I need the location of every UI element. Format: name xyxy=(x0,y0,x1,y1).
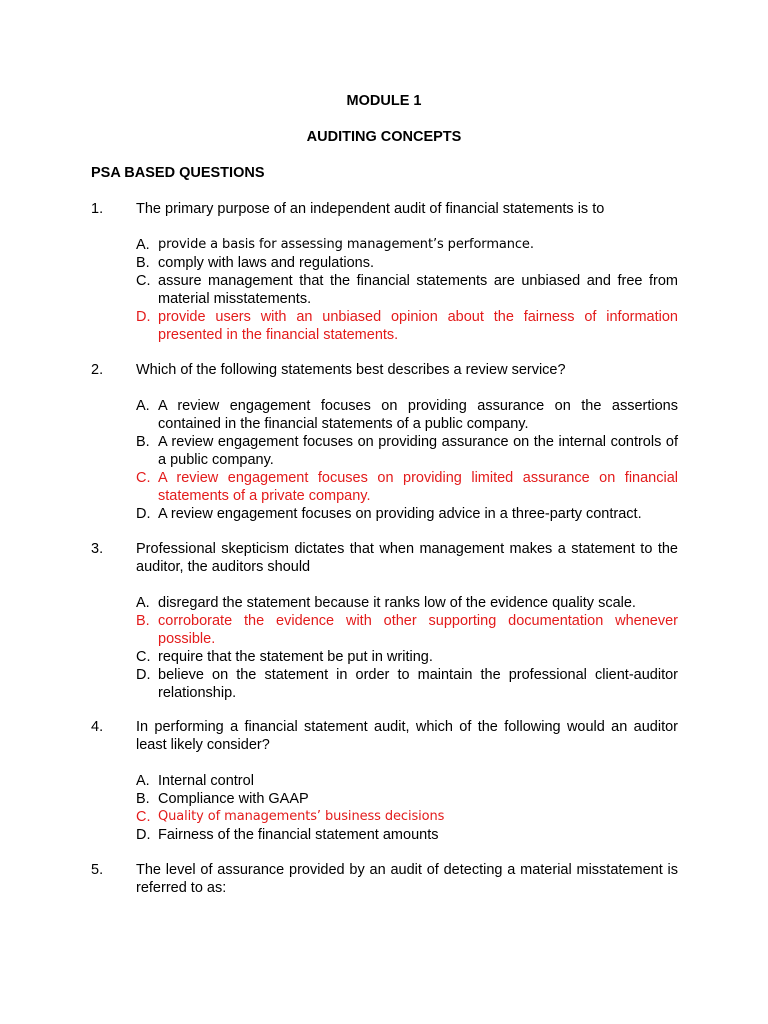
question-number: 2. xyxy=(91,362,104,378)
option-letter: C. xyxy=(136,470,151,486)
option-letter: B. xyxy=(136,791,150,807)
option-letter: B. xyxy=(136,434,150,450)
option-text: Fairness of the financial statement amounts xyxy=(158,827,439,843)
option-a xyxy=(136,236,678,254)
option-d-answer xyxy=(136,308,678,344)
option-b xyxy=(136,433,678,469)
option-letter: B. xyxy=(136,255,150,271)
option-d xyxy=(136,666,678,702)
question-2 xyxy=(91,361,678,523)
option-letter: C. xyxy=(136,649,151,665)
option-c-answer xyxy=(136,469,678,505)
option-letter: A. xyxy=(136,237,150,253)
option-list xyxy=(136,236,678,344)
option-c xyxy=(136,648,678,666)
question-number: 5. xyxy=(91,862,104,878)
option-letter: A. xyxy=(136,773,150,789)
option-letter: D. xyxy=(136,827,151,843)
question-text: Which of the following statements best describes a review service? xyxy=(136,362,566,378)
question-text: The level of assurance provided by an audit of detecting a material misstatement is referred to as: xyxy=(136,862,678,896)
option-d xyxy=(136,826,678,844)
option-text: believe on the statement in order to maintain the professional client-auditor relationship. xyxy=(158,667,678,701)
option-text: A review engagement focuses on providing limited assurance on financial statements of a private company. xyxy=(158,470,678,504)
option-text: A review engagement focuses on providing advice in a three-party contract. xyxy=(158,506,642,522)
option-c-answer xyxy=(136,808,678,826)
option-letter: C. xyxy=(136,273,151,289)
question-text: The primary purpose of an independent audit of financial statements is to xyxy=(136,201,605,217)
option-letter: B. xyxy=(136,613,150,629)
question-3 xyxy=(91,540,678,702)
question-number: 3. xyxy=(91,541,104,557)
option-text: Internal control xyxy=(158,773,254,789)
option-c xyxy=(136,272,678,308)
question-4 xyxy=(91,718,678,844)
option-b xyxy=(136,790,678,808)
option-d xyxy=(136,505,678,523)
option-text: A review engagement focuses on providing assurance on the assertions contained in the financial statements of a public company. xyxy=(158,398,678,432)
option-letter: A. xyxy=(136,398,150,414)
option-letter: D. xyxy=(136,667,151,683)
option-text: A review engagement focuses on providing assurance on the internal controls of a public company. xyxy=(158,434,678,468)
question-number: 4. xyxy=(91,719,104,735)
option-a xyxy=(136,397,678,433)
module-heading: MODULE 1 xyxy=(346,93,422,109)
topic-heading: AUDITING CONCEPTS xyxy=(306,129,462,145)
question-1 xyxy=(91,200,678,344)
option-list xyxy=(136,594,678,702)
option-b-answer xyxy=(136,612,678,648)
option-a xyxy=(136,772,678,790)
option-b xyxy=(136,254,678,272)
option-text: require that the statement be put in writing. xyxy=(158,649,433,665)
option-list xyxy=(136,772,678,844)
option-letter: D. xyxy=(136,309,151,325)
question-number: 1. xyxy=(91,201,104,217)
option-letter: D. xyxy=(136,506,151,522)
option-text: corroborate the evidence with other supporting documentation whenever possible. xyxy=(158,613,678,647)
option-text: provide users with an unbiased opinion about the fairness of information presented in the financial statements. xyxy=(158,309,678,343)
option-text: comply with laws and regulations. xyxy=(158,255,374,271)
option-a xyxy=(136,594,678,612)
option-list xyxy=(136,397,678,523)
option-text: Compliance with GAAP xyxy=(158,791,309,807)
option-letter: C. xyxy=(136,809,151,825)
option-text: Quality of managements’ business decisions xyxy=(158,809,445,824)
section-heading: PSA BASED QUESTIONS xyxy=(91,165,265,181)
question-text: Professional skepticism dictates that when management makes a statement to the auditor, the auditors should xyxy=(136,541,678,575)
option-text: provide a basis for assessing management’s performance. xyxy=(158,237,534,252)
option-letter: A. xyxy=(136,595,150,611)
question-5 xyxy=(91,861,678,897)
question-text: In performing a financial statement audit, which of the following would an auditor least likely consider? xyxy=(136,719,678,753)
option-text: assure management that the financial statements are unbiased and free from material misstatements. xyxy=(158,273,678,307)
option-text: disregard the statement because it ranks low of the evidence quality scale. xyxy=(158,595,636,611)
